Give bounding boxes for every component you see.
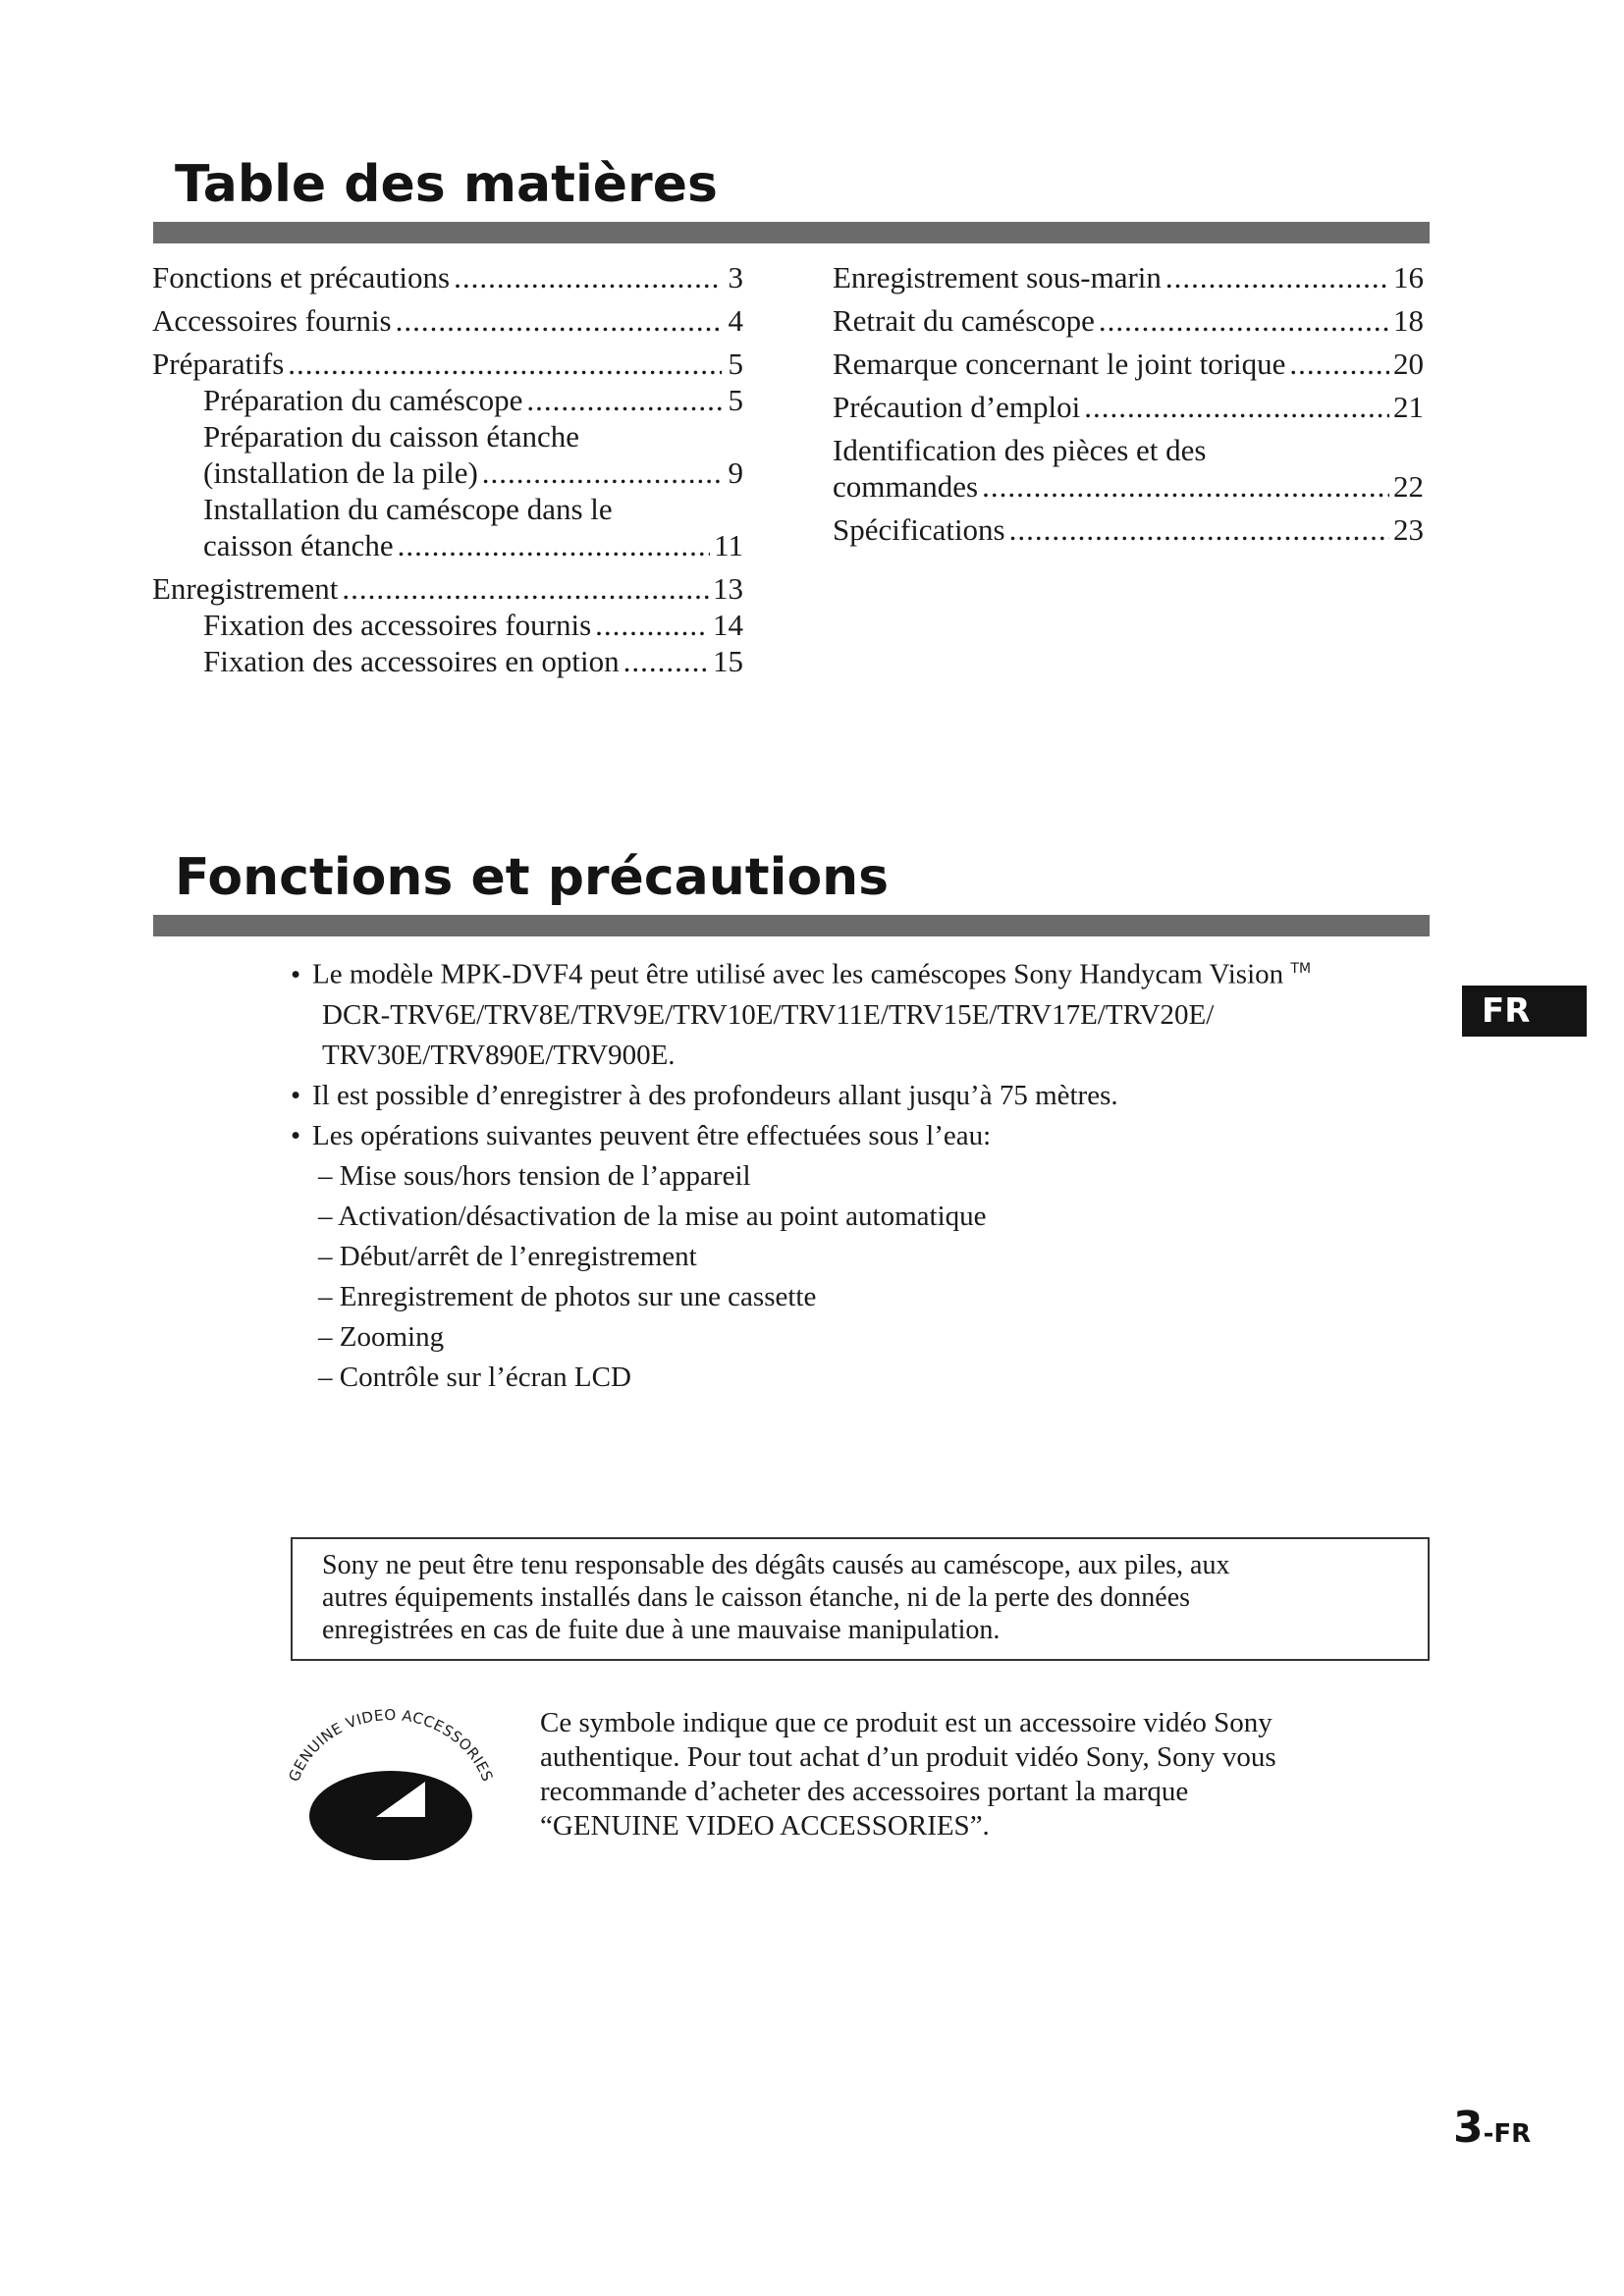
bullet-icon: • — [291, 1119, 301, 1151]
toc-entry[interactable] — [833, 389, 1424, 425]
toc-entry-page: 20 — [1393, 347, 1424, 381]
toc-subsection-enregistrement — [152, 607, 743, 679]
bullet-icon: • — [291, 958, 301, 990]
toc-entry-page: 9 — [728, 455, 743, 490]
toc-entry-page: 4 — [728, 303, 743, 338]
toc-entry-page: 11 — [714, 528, 743, 562]
toc-entry-text: commandes — [833, 469, 979, 504]
toc-entry[interactable] — [203, 643, 743, 679]
toc-entry[interactable] — [833, 346, 1424, 382]
toc-entry-text: Remarque concernant le joint torique — [833, 347, 1286, 381]
page-number: 3-FR — [1453, 2103, 1532, 2153]
toc-subsection-preparatifs — [152, 382, 743, 563]
toc-entry-text: Fixation des accessoires en option — [203, 644, 620, 678]
toc-entry-text: Préparatifs — [152, 347, 285, 381]
list-item: • Il est possible d’enregistrer à des profondeurs allant jusqu’à 75 mètres. — [291, 1076, 1410, 1116]
toc-entry[interactable] — [833, 468, 1424, 505]
logo-description — [540, 1706, 1276, 1843]
toc-entry[interactable] — [203, 454, 743, 491]
features-title: Fonctions et précautions — [175, 848, 890, 907]
toc-entry-page: 23 — [1393, 512, 1424, 547]
bullet-icon: • — [291, 1079, 301, 1111]
toc-entry[interactable] — [203, 382, 743, 418]
toc-entry[interactable] — [203, 607, 743, 643]
toc-entry-page: 15 — [713, 644, 743, 678]
toc-entry-text: Retrait du caméscope — [833, 303, 1095, 338]
features-title-rule — [153, 915, 1430, 936]
logo-text-line: recommande d’acheter des accessoires portant la marque — [540, 1776, 1189, 1807]
operation-item: – Zooming — [318, 1320, 445, 1353]
list-item: • Le modèle MPK-DVF4 peut être utilisé avec les caméscopes Sony Handycam Vision ™ — [291, 949, 1410, 995]
toc-title-rule — [153, 222, 1430, 243]
toc-entry[interactable] — [152, 346, 743, 382]
toc-right-column — [833, 259, 1424, 548]
toc-entry-text: Enregistrement sous-marin — [833, 260, 1162, 294]
toc-entry-text: (installation de la pile) — [203, 455, 478, 490]
toc-entry[interactable] — [833, 302, 1424, 339]
toc-entry-line1: Installation du caméscope dans le — [203, 492, 613, 526]
toc-entry-line1: Identification des pièces et des — [833, 433, 1207, 467]
list-item: • Les opérations suivantes peuvent être effectuées sous l’eau: — [291, 1116, 1410, 1156]
notice-line: Sony ne peut être tenu responsable des dégâts causés au caméscope, aux piles, aux — [322, 1550, 1230, 1580]
toc-entry-text: Spécifications — [833, 512, 1005, 547]
notice-line: enregistrées en cas de fuite due à une mauvaise manipulation. — [322, 1615, 1001, 1645]
toc-entry-page: 5 — [728, 347, 743, 381]
toc-left-column — [152, 259, 743, 679]
toc-entry-text: Préparation du caméscope — [203, 383, 523, 417]
toc-entry-page: 13 — [713, 571, 743, 606]
toc-entry-page: 21 — [1393, 390, 1424, 424]
toc-entry-line1: Préparation du caisson étanche — [203, 419, 580, 454]
toc-entry-text: Fonctions et précautions — [152, 260, 451, 294]
logo-text-line: “GENUINE VIDEO ACCESSORIES”. — [540, 1810, 990, 1842]
operation-item: – Début/arrêt de l’enregistrement — [318, 1240, 697, 1272]
toc-entry-page: 18 — [1393, 303, 1424, 338]
genuine-video-accessories-logo — [280, 1693, 501, 1860]
operation-item: – Mise sous/hors tension de l’appareil — [318, 1159, 751, 1192]
toc-entry-page: 14 — [713, 608, 743, 642]
trademark-mark: TM — [1290, 961, 1312, 977]
toc-entry[interactable] — [152, 259, 743, 295]
notice-line: autres équipements installés dans le caisson étanche, ni de la perte des données — [322, 1582, 1191, 1613]
toc-title: Table des matières — [175, 155, 718, 214]
list-item-continuation: DCR-TRV6E/TRV8E/TRV9E/TRV10E/TRV11E/TRV15E/TRV17E/TRV20E/ — [322, 998, 1215, 1031]
logo-arc-text: GENUINE VIDEO ACCESSORIES — [285, 1706, 497, 1785]
toc-entry-text: Accessoires fournis — [152, 303, 392, 338]
operation-item: – Contrôle sur l’écran LCD — [318, 1361, 631, 1393]
toc-entry-page: 22 — [1393, 469, 1424, 504]
toc-entry[interactable] — [833, 259, 1424, 295]
toc-entry[interactable] — [152, 570, 743, 607]
toc-entry-text: caisson étanche — [203, 528, 394, 562]
toc-entry[interactable] — [203, 527, 743, 563]
logo-text-line: authentique. Pour tout achat d’un produit vidéo Sony, Sony vous — [540, 1741, 1276, 1773]
list-item-continuation: TRV30E/TRV890E/TRV900E. — [322, 1039, 676, 1071]
toc-entry-text: Fixation des accessoires fournis — [203, 608, 592, 642]
toc-entry-page: 3 — [728, 260, 743, 294]
language-tab: FR — [1462, 986, 1587, 1037]
toc-entry-page: 16 — [1393, 260, 1424, 294]
toc-entry[interactable] — [152, 302, 743, 339]
operation-item: – Enregistrement de photos sur une cassette — [318, 1280, 817, 1312]
toc-entry-text: Précaution d’emploi — [833, 390, 1081, 424]
features-list — [291, 949, 1410, 1398]
toc-entry-text: Enregistrement — [152, 571, 339, 606]
toc-entry-page: 5 — [728, 383, 743, 417]
logo-text-line: Ce symbole indique que ce produit est un accessoire vidéo Sony — [540, 1707, 1272, 1738]
operation-item: – Activation/désactivation de la mise au point automatique — [318, 1200, 987, 1232]
notice-box — [291, 1537, 1430, 1661]
toc-entry[interactable] — [833, 511, 1424, 548]
